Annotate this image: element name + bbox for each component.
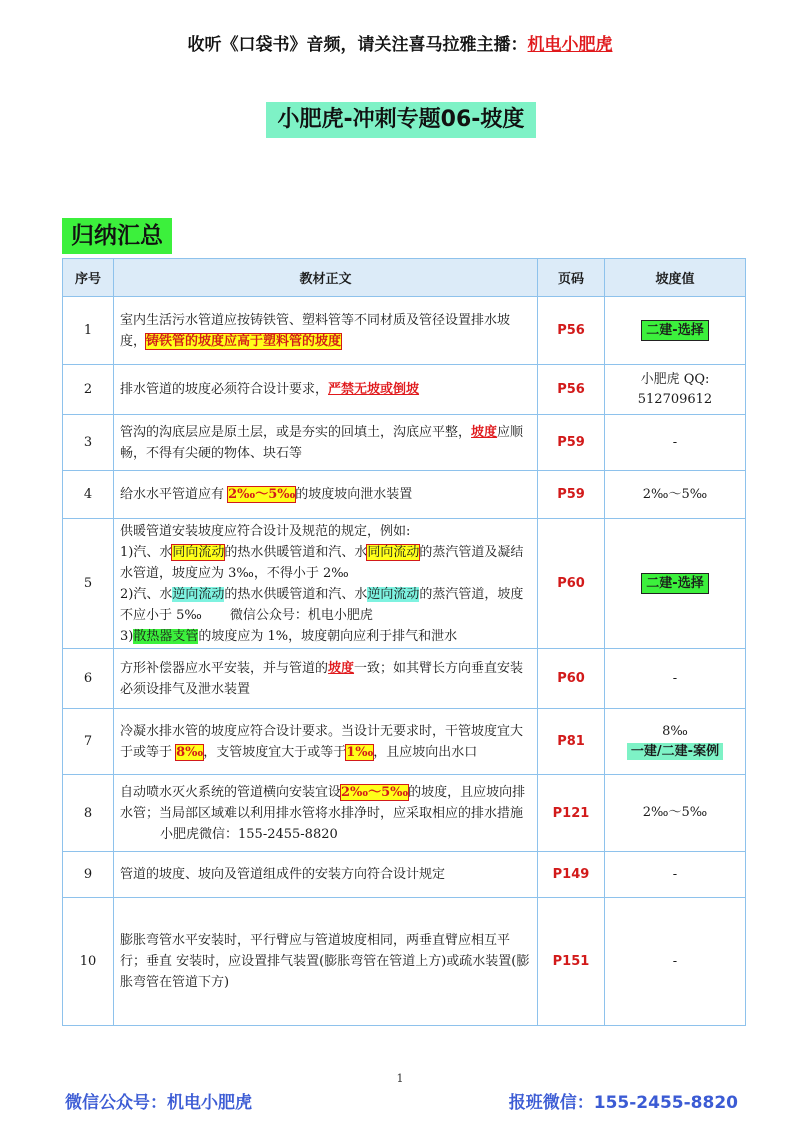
row-slope: [605, 709, 746, 775]
highlight-text: 散热器支管: [133, 628, 199, 644]
text-segment: 冷凝水排水管的坡度应符合设计要求。当设计无要求时，干管坡度宜大于或等于: [120, 723, 524, 760]
text-line: [120, 626, 531, 647]
qq-label: 小肥虎 QQ:: [640, 371, 710, 387]
row-text: [114, 365, 538, 415]
top-banner: [0, 30, 800, 55]
highlight-text: 铸铁管的坡度应高于塑料管的坡度: [146, 333, 342, 349]
text-segment: 排水管道的坡度必须符合设计要求，: [120, 382, 329, 397]
table-row: [63, 852, 746, 898]
row-number: 8: [63, 775, 114, 852]
row-slope: [605, 365, 746, 415]
tag-badge: 二建-选择: [642, 321, 707, 340]
row-slope: -: [605, 415, 746, 471]
row-text: [114, 471, 538, 519]
row-page: P60: [538, 649, 605, 709]
row-number: 4: [63, 471, 114, 519]
col-header-text: 教材正文: [114, 259, 538, 297]
row-slope: -: [605, 649, 746, 709]
text-segment: 2)汽、水: [120, 586, 173, 602]
row-number: 3: [63, 415, 114, 471]
table-row: [63, 649, 746, 709]
text-segment: 的坡度坡向泄水装置: [295, 487, 413, 502]
text-segment: 方形补偿器应水平安装，并与管道的: [120, 660, 329, 676]
row-page: P59: [538, 471, 605, 519]
row-slope: 2‰～5‰: [605, 471, 746, 519]
row-number: 1: [63, 297, 114, 365]
qq-number: 512709612: [637, 391, 713, 407]
emphasis-text: 坡度: [471, 424, 498, 440]
text-segment: 的坡度应为 1%，坡度朝向应利于排气和泄水: [198, 628, 458, 644]
highlight-text: 逆向流动: [172, 586, 225, 602]
row-number: 2: [63, 365, 114, 415]
emphasis-text: 坡度: [328, 660, 355, 676]
tag-badge: 二建-选择: [642, 574, 707, 593]
col-header-page: 页码: [538, 259, 605, 297]
col-header-slope: 坡度值: [605, 259, 746, 297]
table-row: [63, 365, 746, 415]
text-segment: 管沟的沟底层应是原土层，或是夯实的回填土，沟底应平整，: [120, 424, 472, 440]
row-text: [114, 649, 538, 709]
row-number: 5: [63, 519, 114, 649]
row-page: P149: [538, 852, 605, 898]
text-segment: 的蒸汽管道及凝结水管道，坡度应为 3‰，不得小于 2‰: [120, 544, 524, 581]
row-text: 管道的坡度、坡向及管道组成件的安装方向符合设计规定: [114, 852, 538, 898]
row-slope: [605, 297, 746, 365]
row-page: P56: [538, 365, 605, 415]
highlight-text: 2‰～5‰: [228, 487, 296, 502]
table-row: [63, 898, 746, 1026]
row-page: P81: [538, 709, 605, 775]
table-row: [63, 415, 746, 471]
text-segment: 给水水平管道应有: [120, 487, 229, 502]
table-row: [63, 297, 746, 365]
row-page: P59: [538, 415, 605, 471]
row-slope: [605, 519, 746, 649]
text-segment: 3): [120, 628, 134, 644]
highlight-text: 1‰: [346, 744, 374, 760]
row-page: P121: [538, 775, 605, 852]
row-page: P151: [538, 898, 605, 1026]
row-text: [114, 297, 538, 365]
highlight-text: 同向流动: [367, 544, 420, 560]
watermark-text: 微信公众号：机电小肥虎: [229, 607, 373, 623]
page-title: 小肥虎-冲刺专题06-坡度: [266, 102, 536, 138]
section-heading: 归纳汇总: [62, 218, 172, 254]
page-number: 1: [396, 1072, 404, 1085]
slope-value: 8‰: [662, 723, 688, 739]
text-segment: 一致；如其臂长方向垂直安装必须设排气及泄水装置: [120, 660, 524, 697]
watermark-text: 小肥虎微信：155-2455-8820: [160, 826, 338, 842]
row-text: [114, 775, 538, 852]
tag-badge: 一建/二建-案例: [627, 743, 723, 760]
emphasis-text: 严禁无坡或倒坡: [328, 382, 420, 397]
row-text: 膨胀弯管水平安装时，平行臂应与管道坡度相同，两垂直臂应相互平行；垂直 安装时，应设置排气装置(膨胀弯管在管道上方)或疏水装置(膨胀弯管在管道下方): [114, 898, 538, 1026]
text-segment: 自动喷水灭火系统的管道横向安装宜设: [120, 784, 342, 800]
text-segment: 室内生活污水管道应按铸铁管、塑料管等不同材质及管径设置排水坡度，: [120, 312, 511, 349]
footer-wechat-account: 微信公众号：机电小肥虎: [65, 1093, 252, 1113]
row-slope: 2‰～5‰: [605, 775, 746, 852]
row-text: [114, 415, 538, 471]
table-row: [63, 775, 746, 852]
table-header-row: [63, 259, 746, 297]
row-slope: -: [605, 852, 746, 898]
text-segment: ，且应坡向出水口: [373, 744, 478, 760]
highlight-text: 2‰～5‰: [341, 784, 409, 800]
text-segment: 应顺畅，不得有尖硬的物体、块石等: [120, 424, 524, 461]
row-page: P60: [538, 519, 605, 649]
row-number: 10: [63, 898, 114, 1026]
table-row: [63, 709, 746, 775]
text-segment: 的热水供暖管道和汽、水: [224, 586, 368, 602]
text-segment: 的热水供暖管道和汽、水: [224, 544, 368, 560]
text-line: [120, 584, 531, 626]
banner-name: 机电小肥虎: [527, 35, 613, 55]
row-number: 9: [63, 852, 114, 898]
row-text: [114, 519, 538, 649]
row-page: P56: [538, 297, 605, 365]
text-segment: 的蒸汽管道，坡度不应小于 5‰: [120, 586, 524, 623]
highlight-text: 逆向流动: [367, 586, 420, 602]
text-line: 供暖管道安装坡度应符合设计及规范的规定，例如:: [120, 523, 411, 539]
row-text: [114, 709, 538, 775]
text-segment: 1)汽、水: [120, 544, 173, 560]
highlight-text: 8‰: [176, 744, 204, 760]
banner-prefix: 收听《口袋书》音频，请关注喜马拉雅主播：: [187, 35, 528, 55]
highlight-text: 同向流动: [172, 544, 225, 560]
row-number: 6: [63, 649, 114, 709]
text-segment: 的坡度，且应坡向排水管；当局部区域难以利用排水管将水排净时，应采取相应的排水措施: [120, 784, 526, 821]
row-number: 7: [63, 709, 114, 775]
text-line: [120, 542, 531, 584]
row-slope: -: [605, 898, 746, 1026]
footer-wechat-contact: 报班微信：155-2455-8820: [508, 1093, 738, 1113]
col-header-no: 序号: [63, 259, 114, 297]
table-row: [63, 519, 746, 649]
table-row: [63, 471, 746, 519]
text-segment: ，支管坡度宜大于或等于: [203, 744, 347, 760]
slope-table: [62, 258, 746, 1026]
